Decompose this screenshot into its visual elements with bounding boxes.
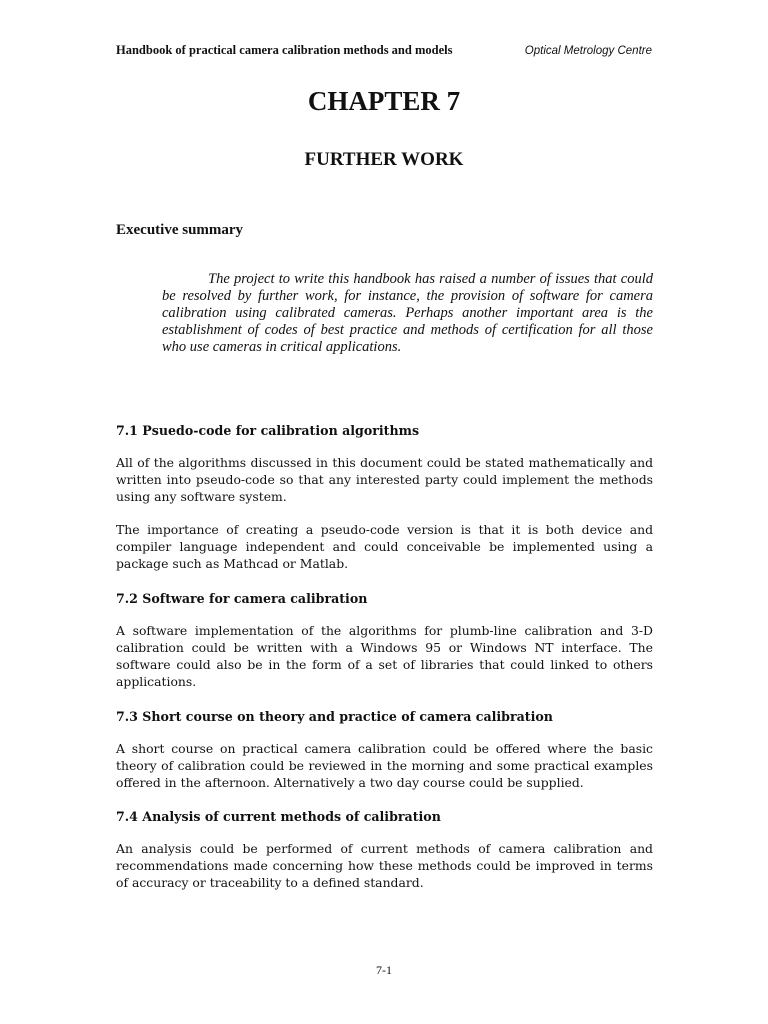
executive-summary-heading: Executive summary — [116, 222, 244, 238]
chapter-subtitle: FURTHER WORK — [304, 149, 464, 170]
section-paragraph: All of the algorithms discussed in this document could be stated mathematically and written into pseudo-code so that any interested party could implement the methods using any software system. — [116, 455, 653, 504]
section-paragraph: A short course on practical camera calibration could be offered where the basic theory of calibration could be reviewed in the morning and some practical examples offered in the afternoon. Alternatively a two day course could be supplied. — [116, 741, 653, 790]
section-7-3 — [116, 709, 653, 807]
section-7-4 — [116, 809, 653, 907]
section-7-1 — [116, 423, 653, 588]
section-7-2 — [116, 591, 653, 706]
section-paragraph: The importance of creating a pseudo-code version is that it is both device and compiler language independent and could conceivable be implemented using a package such as Mathcad or Matlab. — [116, 522, 653, 571]
running-header — [116, 43, 652, 58]
executive-summary-text: The project to write this handbook has raised a number of issues that could be resolved by further work, for instance, the provision of software for camera calibration using calibrated cameras. Perhaps another important area is the establishment of codes of best practice and methods of certification for all those who use cameras in critical applications. — [162, 271, 653, 355]
header-book-title: Handbook of practical camera calibration methods and models — [116, 43, 453, 57]
chapter-title: CHAPTER 7 — [307, 86, 461, 116]
section-paragraph: An analysis could be performed of current methods of camera calibration and recommendations made concerning how these methods could be improved in terms of accuracy or traceability to a defined standard. — [116, 841, 653, 890]
section-heading: 7.1 Psuedo-code for calibration algorithms — [116, 423, 420, 438]
header-organisation: Optical Metrology Centre — [524, 45, 652, 57]
page-number: 7-1 — [376, 963, 392, 977]
section-heading: 7.3 Short course on theory and practice of camera calibration — [116, 709, 553, 724]
section-heading: 7.2 Software for camera calibration — [116, 591, 368, 606]
section-heading: 7.4 Analysis of current methods of calibration — [116, 809, 441, 824]
section-paragraph: A software implementation of the algorithms for plumb-line calibration and 3-D calibration could be written with a Windows 95 or Windows NT interface. The software could also be in the form of a set of libraries that could linked to others applications. — [116, 623, 653, 689]
